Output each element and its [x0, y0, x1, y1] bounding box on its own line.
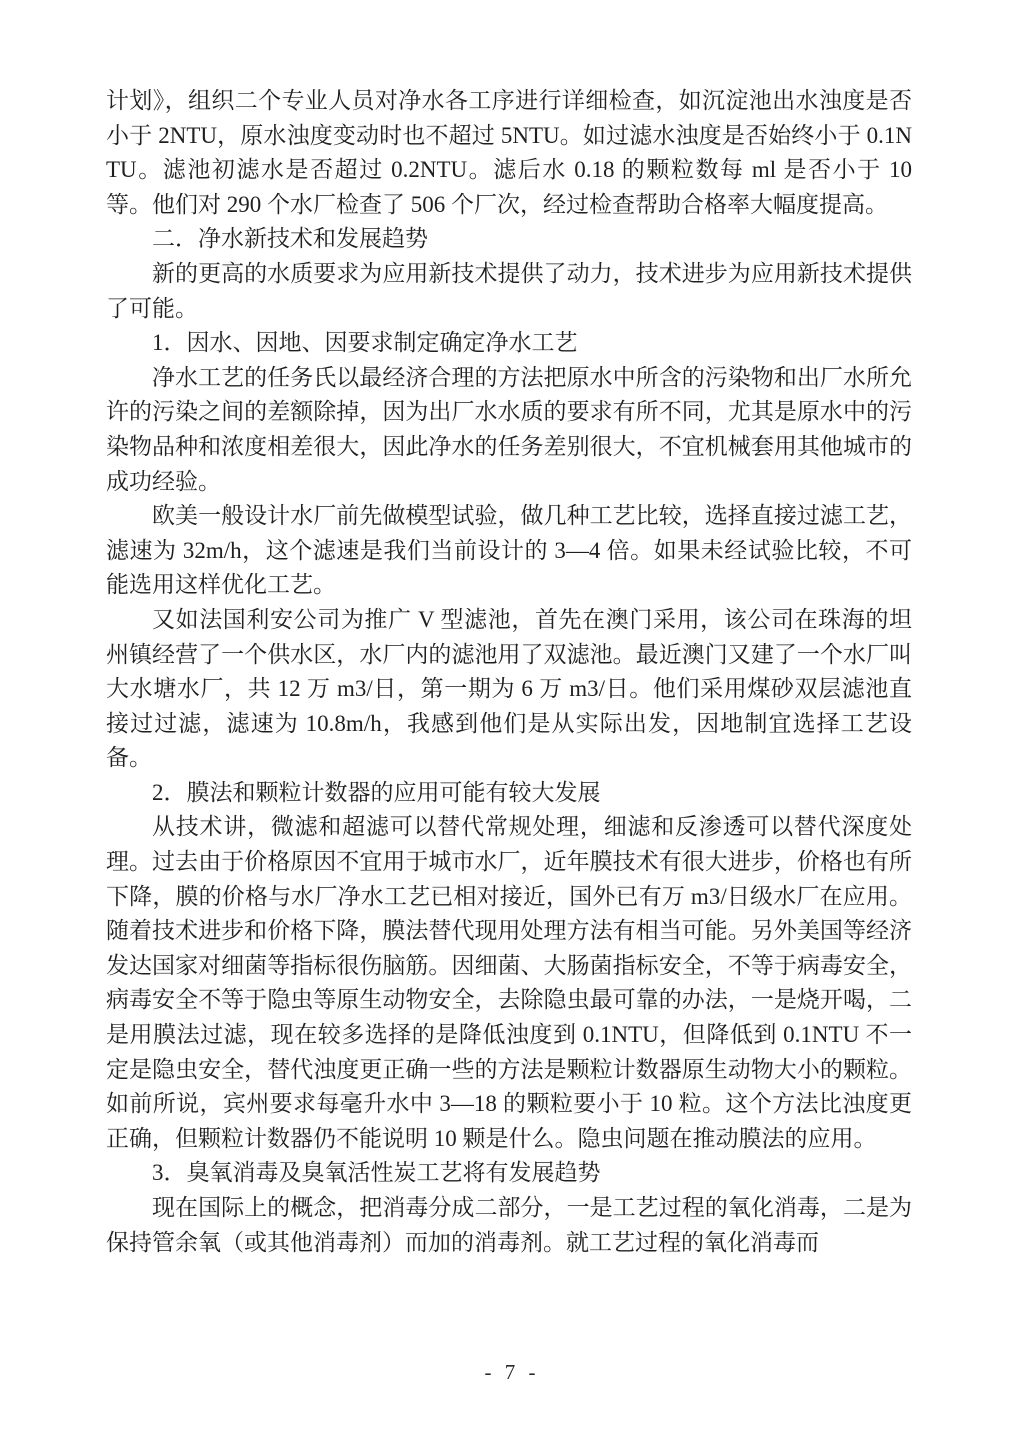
body-paragraph: 计划》，组织二个专业人员对净水各工序进行详细检查，如沉淀池出水浊度是否小于 2NTU，原水浊度变动时也不超过 5NTU。如过滤水浊度是否始终小于 0.1NTU。滤池初滤水是否超过 0.2NTU。滤后水 0.18 的颗粒数每 ml 是否小于 10 等。他们对 290 个水厂检查了 506 个厂次，经过检查帮助合格率大幅度提高。 — [106, 88, 912, 217]
section-heading: 1．因水、因地、因要求制定确定净水工艺 — [152, 330, 578, 356]
body-paragraph: 新的更高的水质要求为应用新技术提供了动力，技术进步为应用新技术提供了可能。 — [106, 260, 912, 321]
document-body — [106, 84, 912, 1260]
body-paragraph: 欧美一般设计水厂前先做模型试验，做几种工艺比较，选择直接过滤工艺，滤速为 32m/h，这个滤速是我们当前设计的 3—4 倍。如果未经试验比较，不可能选用这样优化工艺。 — [106, 503, 912, 598]
body-paragraph: 从技术讲，微滤和超滤可以替代常规处理，细滤和反渗透可以替代深度处理。过去由于价格原因不宜用于城市水厂，近年膜技术有很大进步，价格也有所下降，膜的价格与水厂净水工艺已相对接近，国外已有万 m3/日级水厂在应用。随着技术进步和价格下降，膜法替代现用处理方法有相当可能。另外美国等经济发达国家对细菌等指标很伤脑筋。因细菌、大肠菌指标安全，不等于病毒安全，病毒安全不等于隐虫等原生动物安全，去除隐虫最可靠的办法，一是烧开喝，二是用膜法过滤，现在较多选择的是降低浊度到 0.1NTU，但降低到 0.1NTU 不一定是隐虫安全，替代浊度更正确一些的方法是颗粒计数器原生动物大小的颗粒。如前所说，宾州要求每毫升水中 3—18 的颗粒要小于 10 粒。这个方法比浊度更正确，但颗粒计数器仍不能说明 10 颗是什么。隐虫问题在推动膜法的应用。 — [106, 814, 912, 1151]
body-paragraph: 净水工艺的任务氏以最经济合理的方法把原水中所含的污染物和出厂水所允许的污染之间的差额除掉，因为出厂水水质的要求有所不同，尤其是原水中的污染物品种和浓度相差很大，因此净水的任务差别很大，不宜机械套用其他城市的成功经验。 — [106, 364, 912, 494]
page-number: - 7 - — [484, 1360, 540, 1384]
section-heading: 2．膜法和颗粒计数器的应用可能有较大发展 — [152, 779, 601, 805]
section-heading: 3．臭氧消毒及臭氧活性炭工艺将有发展趋势 — [152, 1160, 601, 1186]
body-paragraph: 现在国际上的概念，把消毒分成二部分，一是工艺过程的氧化消毒，二是为保持管余氧（或其他消毒剂）而加的消毒剂。就工艺过程的氧化消毒而 — [106, 1195, 912, 1255]
section-heading: 二．净水新技术和发展趋势 — [152, 226, 428, 252]
body-paragraph: 又如法国利安公司为推广 V 型滤池，首先在澳门采用，该公司在珠海的坦州镇经营了一个供水区，水厂内的滤池用了双滤池。最近澳门又建了一个水厂叫大水塘水厂，共 12 万 m3/日，第一期为 6 万 m3/日。他们采用煤砂双层滤池直接过过滤，滤速为 10.8m/h，我感到他们是从实际出发，因地制宜选择工艺设备。 — [106, 606, 912, 771]
